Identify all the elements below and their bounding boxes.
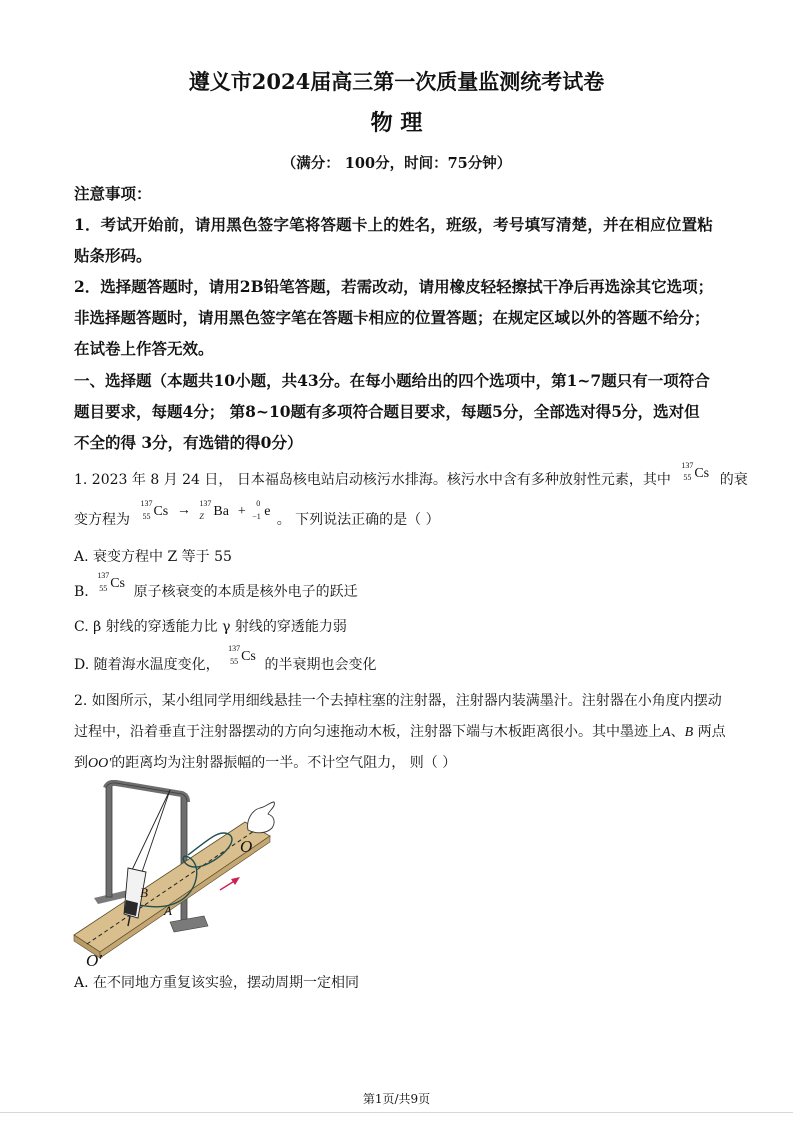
q1-stem-line-2: 变方程为 137 55 Cs → 137 Z Ba + 0 −1 e 。 下列说法正确的是（ ） [74, 499, 440, 528]
cs-nuclide-b: 137 55 Cs [97, 571, 125, 593]
q2-stem-line-3: 到OO′的距离均为注射器振幅的一半。不计空气阻力， 则（ ） [74, 755, 457, 771]
q1-option-b: B. 137 55 Cs 原子核衰变的本质是核外电子的跃迁 [74, 571, 358, 600]
electron-symbol: 0 −1 e [252, 499, 271, 521]
footer-divider [0, 1112, 793, 1113]
q1-stem-line-1 [74, 461, 748, 489]
arrow-symbol: → [176, 503, 191, 518]
string-left [132, 790, 170, 870]
cs-nuclide-d: 137 55 Cs [228, 644, 256, 666]
note-1-line-2: 贴条形码。 [74, 246, 152, 265]
label-b: B [140, 885, 148, 900]
q1-stem-text-b: 的衰 [719, 472, 748, 488]
ba-nuclide: 137 Z Ba [199, 499, 229, 521]
string-right [142, 790, 170, 872]
section-1-line-2: 题目要求，每题4分； 第8~10题有多项符合题目要求，每题5分，全部选对得5分，选对但 [74, 402, 700, 421]
frame-base-front [170, 916, 208, 932]
q1-option-d: D. 随着海水温度变化， 137 55 Cs 的半衰期也会变化 [74, 644, 377, 673]
subject-title: 物 理 [370, 110, 423, 136]
section-1-line-3: 不全的得 3分，有选错的得0分） [74, 433, 303, 452]
label-o-prime: O′ [86, 951, 102, 970]
label-o: O [240, 837, 253, 856]
cs-nuclide-eq: 137 55 Cs [140, 499, 169, 521]
q1-stem-text-a: 1. 2023 年 8 月 24 日， 日本福岛核电站启动核污水排海。核污水中含有多种放射性元素，其中 [74, 472, 671, 488]
q1-stem-text-c: 变方程为 [74, 512, 130, 528]
plus-symbol: + [237, 504, 246, 519]
page-number: 第1页/共9页 [362, 1092, 431, 1106]
page-title: 遵义市2024届高三第一次质量监测统考试卷 [188, 69, 605, 94]
section-1-line-1: 一、选择题（本题共10小题，共43分。在每小题给出的四个选项中，第1~7题只有一项符合 [74, 371, 710, 390]
notes-heading: 注意事项： [74, 184, 152, 203]
note-2-line-3: 在试卷上作答无效。 [74, 339, 214, 358]
q2-stem-line-1: 2. 如图所示，某小组同学用细线悬挂一个去掉柱塞的注射器，注射器内装满墨汁。注射器在小角度内摆动 [74, 693, 722, 709]
q1-option-c: C. β 射线的穿透能力比 γ 射线的穿透能力弱 [74, 619, 347, 635]
frame-post-back [106, 785, 112, 897]
pendulum-syringe-figure [70, 780, 280, 970]
q2-stem-line-2: 过程中，沿着垂直于注射器摆动的方向匀速拖动木板，注射器下端与木板距离很小。其中墨迹上A、B 两点 [74, 724, 726, 740]
q2-option-a: A. 在不同地方重复该实验，摆动周期一定相同 [74, 975, 360, 991]
note-2-line-1: 2．选择题答题时，请用2B铅笔答题，若需改动，请用橡皮轻轻擦拭干净后再选涂其它选项； [74, 277, 714, 296]
hand-icon [248, 802, 275, 833]
q1-stem-text-d: 下列说法正确的是（ ） [295, 512, 440, 528]
note-1-line-1: 1．考试开始前，请用黑色签字笔将答题卡上的姓名，班级，考号填写清楚，并在相应位置粘 [74, 215, 713, 234]
cs-nuclide: 137 55 Cs [681, 461, 710, 482]
exam-meta: （满分： 100分，时间：75分钟） [281, 155, 512, 172]
note-2-line-2: 非选择题答题时，请用黑色签字笔在答题卡相应的位置答题；在规定区域以外的答题不给分； [74, 308, 710, 327]
label-a: A [164, 903, 172, 918]
q1-option-a: A. 衰变方程中 Z 等于 55 [74, 549, 232, 565]
